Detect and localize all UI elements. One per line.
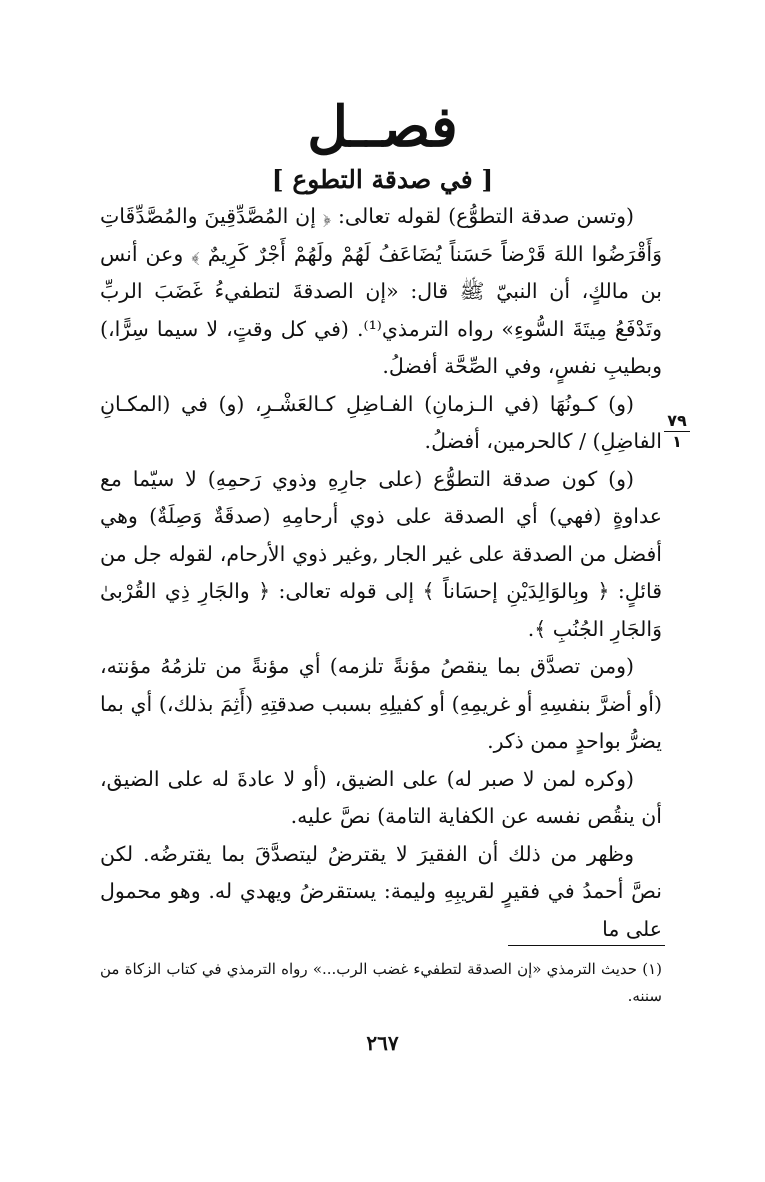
paragraph-disliked-charity: (وكره لمن لا صبر له) على الضيق، (أو لا عادةَ له على الضيق، أن ينقُص نفسه عن الكفاية التامة) نصَّ عليه. <box>100 766 662 828</box>
main-text-body <box>100 198 662 948</box>
chapter-heading: فصــل <box>307 94 458 160</box>
margin-marker-number: ٧٩ <box>664 412 690 432</box>
section-title: [ في صدقة التطوع ] <box>271 165 494 194</box>
paragraph-neighbor-relatives: (و) كون صدقة التطوُّع (على جارِهِ وذوي رَحمِهِ) لا سيّما مع عداوةٍ (فهي) أي الصدقة على ذوي أرحامِهِ (صدقَةٌ وَصِلَةٌ) وهي أفضل من الصدقة على غير الجار ,وغير ذوي الأرحام، لقوله جل من قائلٍ: ﴿ وبِالوَالِدَيْنِ إحسَاناً ﴾ إلى قوله تعالى: ﴿ والجَارِ ذِي القُرْبىٰ وَالجَارِ الجُنُبِ ﴾. <box>100 466 662 641</box>
footnote: (١) حديث الترمذي «إن الصدقة لتطفيء غضب الرب...» رواه الترمذي في كتاب الزكاة من سننه. <box>100 960 662 1005</box>
margin-page-marker <box>664 412 690 451</box>
footnote-divider <box>508 945 665 946</box>
paragraph-virtuous-time-place: (و) كـونُهَا (في الـزمانِ) الفـاضِلِ كـالعَشْـرِ، (و) في (المكـانِ الفاضِلِ) / كالحرمين، أفضلُ. <box>100 391 662 453</box>
page-number: ٢٦٧ <box>366 1031 399 1055</box>
margin-marker-sub: ١ <box>672 432 682 451</box>
paragraph-poor-borrowing: وظهر من ذلك أن الفقيرَ لا يقترضُ ليتصدَّقَ بما يقترضُه. لكن نصَّ أحمدُ في فقيرٍ لقريبِهِ وليمة: يستقرضُ ويهدي له. وهو محمول على ما <box>100 841 662 941</box>
paragraph-voluntary-charity: (وتسن صدقة التطوُّع) لقوله تعالى: ﴿ إن المُصَّدِّقِينَ والمُصَّدِّقَاتِ وَأَقْرَضُوا اللهَ قَرْضاً حَسَناً يُضَاعَفُ لَهُمْ ولَهُمْ أَجْرٌ كَرِيمٌ ﴾ وعن أنس بن مالكٍ، أن النبيّ ﷺ قال: «إن الصدقةَ لتطفيءُ غَضَبَ الربِّ وتَدْفَعُ مِيتَةَ السُّوءِ» رواه الترمذي⁽¹⁾. (في كل وقتٍ، لا سيما سِرًّا،) وبطيبِ نفسٍ، وفي الصِّحَّة أفضلُ. <box>100 204 662 378</box>
paragraph-harmful-charity: (ومن تصدَّق بما ينقصُ مؤنةً تلزمه) أي مؤنةً من تلزمُهُ مؤنته، (أو أضرَّ بنفسِهِ أو غريمِهِ) أو كفيلِهِ بسبب صدقتِهِ (أَثِمَ بذلك،) أي بما يضرُّ بواحدٍ ممن ذكر. <box>100 654 662 753</box>
